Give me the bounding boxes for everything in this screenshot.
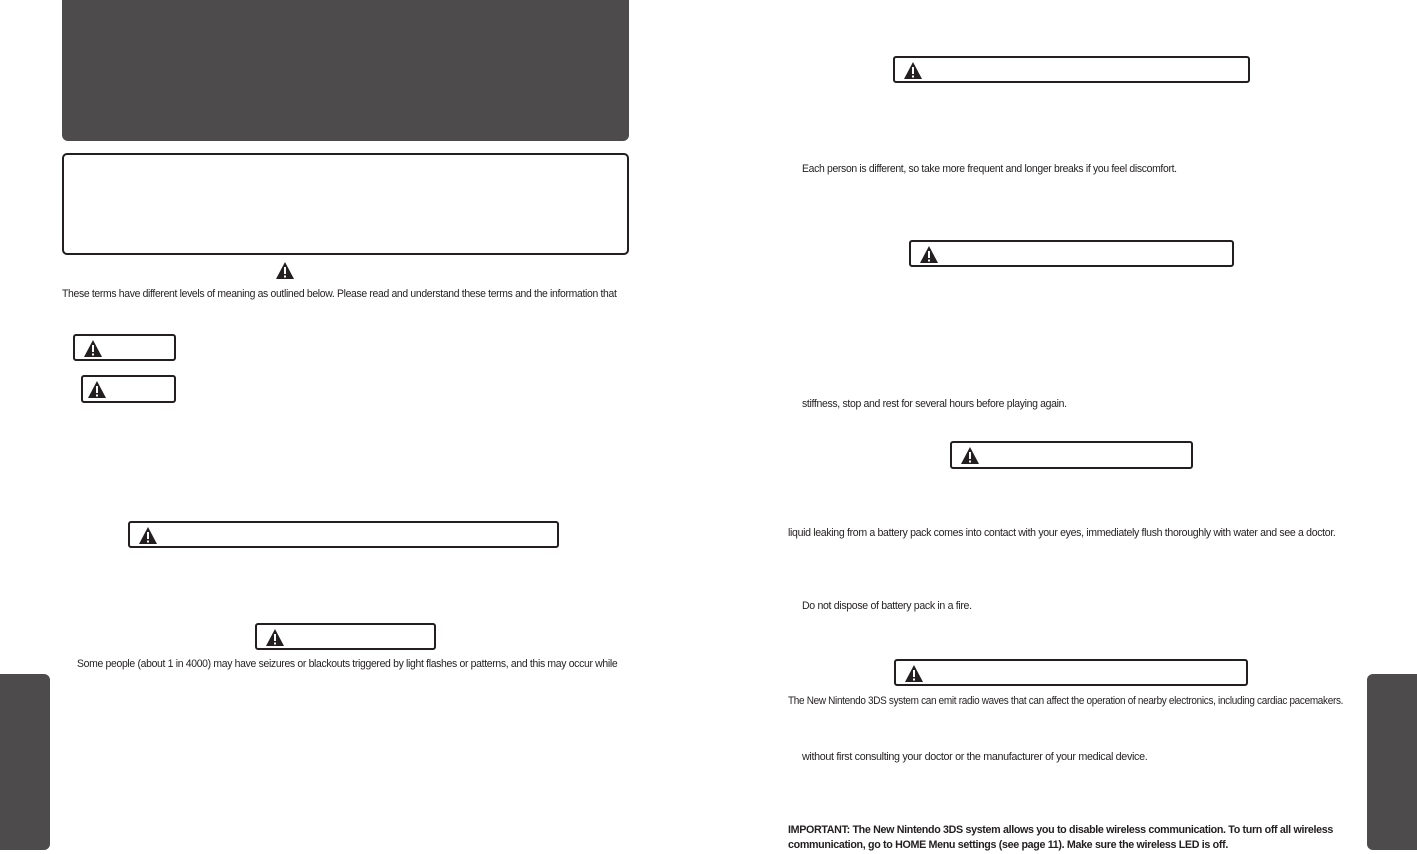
- warning-label-2: [81, 375, 176, 403]
- warning-label-3: [128, 521, 559, 548]
- right-side-tab: [1367, 674, 1417, 850]
- warning-label-8: [894, 659, 1248, 686]
- stiffness-text: stiffness, stop and rest for several hours before playing again.: [802, 398, 1067, 410]
- warning-triangle-icon: [903, 61, 923, 80]
- important-text-line2: communication, go to HOME Menu settings (see page 11). Make sure the wireless LED is off.: [788, 839, 1228, 851]
- warning-triangle-icon: [87, 380, 107, 399]
- left-side-tab: [0, 674, 50, 850]
- seizure-text: Some people (about 1 in 4000) may have seizures or blackouts triggered by light flashes or patterns, and this may occur while: [77, 658, 618, 670]
- warning-triangle-icon: [960, 446, 980, 465]
- warning-label-4: [255, 623, 436, 650]
- notice-box: [62, 153, 629, 255]
- radio-text: The New Nintendo 3DS system can emit radio waves that can affect the operation of nearby electronics, including cardiac pacemakers.: [788, 695, 1344, 707]
- warning-triangle-icon: [138, 526, 158, 545]
- medical-text: without first consulting your doctor or the manufacturer of your medical device.: [802, 751, 1148, 763]
- breaks-text: Each person is different, so take more frequent and longer breaks if you feel discomfort.: [802, 163, 1177, 175]
- warning-triangle-icon: [275, 261, 295, 280]
- warning-label-5: [893, 56, 1250, 83]
- important-text-line1: IMPORTANT: The New Nintendo 3DS system allows you to disable wireless communication. To turn off all wireless: [788, 824, 1334, 836]
- warning-triangle-icon: [904, 664, 924, 683]
- warning-triangle-icon: [265, 628, 285, 647]
- dispose-text: Do not dispose of battery pack in a fire.: [802, 600, 972, 612]
- warning-label-6: [909, 240, 1234, 267]
- intro-text: These terms have different levels of meaning as outlined below. Please read and understand these terms and the information that: [62, 288, 617, 300]
- battery-text: liquid leaking from a battery pack comes into contact with your eyes, immediately flush thoroughly with water and see a doctor.: [788, 527, 1336, 539]
- warning-label-7: [950, 441, 1193, 469]
- warning-label-1: [73, 334, 176, 361]
- warning-triangle-icon: [83, 339, 103, 358]
- page-header-banner: [62, 0, 629, 141]
- warning-triangle-icon: [919, 245, 939, 264]
